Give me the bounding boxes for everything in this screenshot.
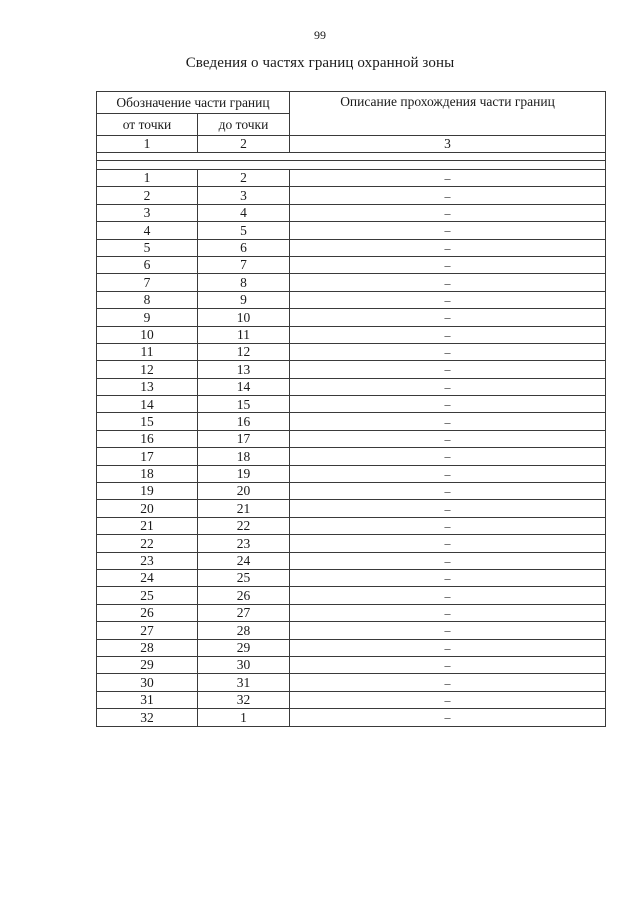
to-point-cell: 13	[198, 361, 290, 378]
from-point-cell: 8	[97, 291, 198, 308]
to-point-cell: 4	[198, 204, 290, 221]
from-point-header: от точки	[97, 114, 198, 136]
column-number-1: 1	[97, 136, 198, 153]
table-row	[97, 343, 606, 360]
description-cell: –	[290, 500, 606, 517]
description-cell: –	[290, 465, 606, 482]
description-cell: –	[290, 604, 606, 621]
description-cell: –	[290, 622, 606, 639]
table-row	[97, 204, 606, 221]
to-point-cell: 31	[198, 674, 290, 691]
description-cell: –	[290, 396, 606, 413]
table-row	[97, 535, 606, 552]
table-row	[97, 430, 606, 447]
description-cell: –	[290, 535, 606, 552]
table-row	[97, 656, 606, 673]
from-point-cell: 26	[97, 604, 198, 621]
description-cell: –	[290, 204, 606, 221]
from-point-cell: 28	[97, 639, 198, 656]
description-cell: –	[290, 222, 606, 239]
table-row	[97, 587, 606, 604]
table-row	[97, 326, 606, 343]
from-point-cell: 9	[97, 309, 198, 326]
to-point-cell: 7	[198, 256, 290, 273]
description-cell: –	[290, 552, 606, 569]
to-point-cell: 18	[198, 448, 290, 465]
description-cell: –	[290, 309, 606, 326]
from-point-cell: 7	[97, 274, 198, 291]
empty-separator-row	[97, 153, 606, 161]
table-row	[97, 709, 606, 726]
to-point-cell: 2	[198, 170, 290, 187]
from-point-cell: 2	[97, 187, 198, 204]
description-cell: –	[290, 656, 606, 673]
from-point-cell: 18	[97, 465, 198, 482]
table-row	[97, 622, 606, 639]
to-point-cell: 1	[198, 709, 290, 726]
table-row	[97, 239, 606, 256]
to-point-cell: 12	[198, 343, 290, 360]
from-point-cell: 6	[97, 256, 198, 273]
description-cell: –	[290, 274, 606, 291]
from-point-cell: 22	[97, 535, 198, 552]
from-point-cell: 25	[97, 587, 198, 604]
table-row	[97, 639, 606, 656]
column-number-3: 3	[290, 136, 606, 153]
column-number-2: 2	[198, 136, 290, 153]
description-cell: –	[290, 239, 606, 256]
table-row	[97, 500, 606, 517]
to-point-cell: 28	[198, 622, 290, 639]
to-point-cell: 15	[198, 396, 290, 413]
to-point-cell: 30	[198, 656, 290, 673]
to-point-cell: 22	[198, 517, 290, 534]
from-point-cell: 30	[97, 674, 198, 691]
to-point-cell: 14	[198, 378, 290, 395]
description-cell: –	[290, 448, 606, 465]
table-row	[97, 309, 606, 326]
to-point-cell: 25	[198, 569, 290, 586]
boundary-parts-table	[96, 91, 606, 727]
description-cell: –	[290, 709, 606, 726]
description-cell: –	[290, 343, 606, 360]
from-point-cell: 17	[97, 448, 198, 465]
description-cell: –	[290, 256, 606, 273]
empty-separator-row	[97, 161, 606, 170]
description-cell: –	[290, 378, 606, 395]
to-point-cell: 20	[198, 483, 290, 500]
from-point-cell: 12	[97, 361, 198, 378]
description-cell: –	[290, 187, 606, 204]
from-point-cell: 29	[97, 656, 198, 673]
table-row	[97, 674, 606, 691]
from-point-cell: 19	[97, 483, 198, 500]
description-cell: –	[290, 517, 606, 534]
from-point-cell: 24	[97, 569, 198, 586]
description-cell: –	[290, 413, 606, 430]
table-row	[97, 256, 606, 273]
description-cell: –	[290, 430, 606, 447]
from-point-cell: 5	[97, 239, 198, 256]
from-point-cell: 31	[97, 691, 198, 708]
table-row	[97, 517, 606, 534]
table-row	[97, 170, 606, 187]
description-cell: –	[290, 674, 606, 691]
to-point-cell: 8	[198, 274, 290, 291]
to-point-cell: 27	[198, 604, 290, 621]
description-header: Описание прохождения части границ	[290, 92, 606, 136]
to-point-cell: 9	[198, 291, 290, 308]
table-row	[97, 378, 606, 395]
from-point-cell: 15	[97, 413, 198, 430]
from-point-cell: 14	[97, 396, 198, 413]
table-row	[97, 691, 606, 708]
description-cell: –	[290, 639, 606, 656]
to-point-cell: 21	[198, 500, 290, 517]
to-point-cell: 24	[198, 552, 290, 569]
to-point-cell: 29	[198, 639, 290, 656]
from-point-cell: 27	[97, 622, 198, 639]
from-point-cell: 3	[97, 204, 198, 221]
to-point-cell: 6	[198, 239, 290, 256]
description-cell: –	[290, 291, 606, 308]
table-row	[97, 291, 606, 308]
table-row	[97, 465, 606, 482]
description-cell: –	[290, 569, 606, 586]
from-point-cell: 16	[97, 430, 198, 447]
from-point-cell: 21	[97, 517, 198, 534]
to-point-cell: 23	[198, 535, 290, 552]
to-point-cell: 3	[198, 187, 290, 204]
table-row	[97, 187, 606, 204]
from-point-cell: 4	[97, 222, 198, 239]
designation-header: Обозначение части границ	[97, 92, 290, 114]
from-point-cell: 23	[97, 552, 198, 569]
page-number: 99	[314, 28, 326, 42]
to-point-cell: 19	[198, 465, 290, 482]
to-point-header: до точки	[198, 114, 290, 136]
from-point-cell: 1	[97, 170, 198, 187]
to-point-cell: 26	[198, 587, 290, 604]
table-row	[97, 413, 606, 430]
table-row	[97, 483, 606, 500]
from-point-cell: 32	[97, 709, 198, 726]
table-header	[97, 92, 606, 170]
to-point-cell: 32	[198, 691, 290, 708]
to-point-cell: 10	[198, 309, 290, 326]
table-row	[97, 448, 606, 465]
table-body	[97, 170, 606, 727]
to-point-cell: 16	[198, 413, 290, 430]
document-title: Сведения о частях границ охранной зоны	[185, 55, 455, 71]
table-row	[97, 396, 606, 413]
description-cell: –	[290, 587, 606, 604]
description-cell: –	[290, 326, 606, 343]
table-row	[97, 552, 606, 569]
description-cell: –	[290, 691, 606, 708]
from-point-cell: 13	[97, 378, 198, 395]
table-row	[97, 604, 606, 621]
to-point-cell: 11	[198, 326, 290, 343]
from-point-cell: 20	[97, 500, 198, 517]
description-cell: –	[290, 483, 606, 500]
table-row	[97, 569, 606, 586]
from-point-cell: 10	[97, 326, 198, 343]
to-point-cell: 5	[198, 222, 290, 239]
table-row	[97, 274, 606, 291]
table-row	[97, 361, 606, 378]
description-cell: –	[290, 361, 606, 378]
description-cell: –	[290, 170, 606, 187]
table-row	[97, 222, 606, 239]
from-point-cell: 11	[97, 343, 198, 360]
to-point-cell: 17	[198, 430, 290, 447]
